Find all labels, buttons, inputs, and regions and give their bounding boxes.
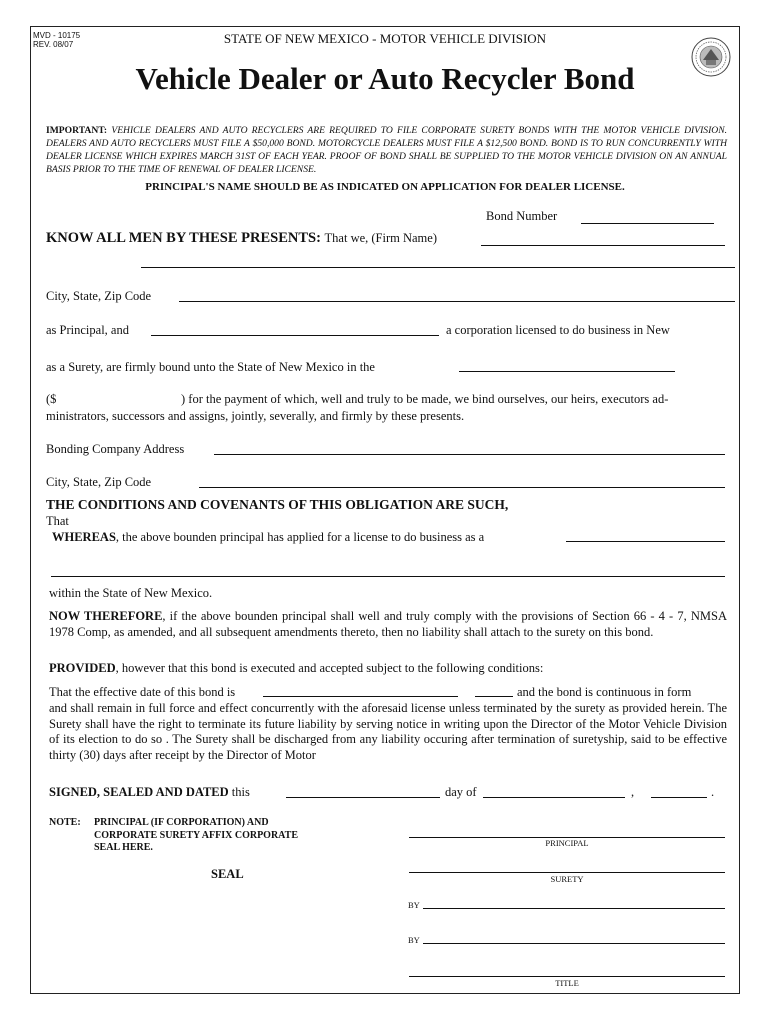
note-label: NOTE: <box>49 817 81 828</box>
important-text: VEHICLE DEALERS AND AUTO RECYCLERS ARE REQUIRED TO FILE CORPORATE SURETY BONDS WITH THE MOTOR VEHICLE DIVISION. DEALERS AND AUTO RECYCLERS MUST FILE A $50,000 BOND. MOTORCYCLE DEALERS MUST FILE A $12,500 BOND. BOND IS TO RUN CONCURRENTLY WITH DEALER LICENSE WHICH EXPIRES MARCH 31ST OF EACH YEAR. PROOF OF BOND SHALL BE SUPPLIED TO THE MOTOR VEHICLE DIVISION ON AN ANNUAL BASIS PRIOR TO THE TIME OF RENEWAL OF DEALER LICENSE. <box>46 125 727 175</box>
effective-date-label: That the effective date of this bond is <box>49 685 236 699</box>
day-of-label: day of <box>445 785 477 799</box>
important-label: IMPORTANT: <box>46 125 108 136</box>
important-notice <box>46 124 727 176</box>
as-surety-label: as a Surety, are firmly bound unto the State of New Mexico in the <box>46 360 375 374</box>
signed-line <box>49 785 250 800</box>
form-revision-text: REV. 08/07 <box>33 40 74 49</box>
provided-text: , however that this bond is executed and accepted subject to the following conditions: <box>115 661 544 675</box>
now-therefore-paragraph <box>49 609 727 640</box>
title-caption: TITLE <box>555 978 579 988</box>
city-state-zip-field[interactable] <box>179 301 735 302</box>
form-number-text: MVD - 10175 <box>33 31 81 40</box>
effective-paragraph: and shall remain in full force and effect concurrently with the aforesaid license unless terminated by the surety as provided herein. The Surety shall have the right to terminate its future liability by serving notice in writing upon the Director of the Motor Vehicle Division of its election to do so . The Surety shall be discharged from any liability occuring after termination of suretyship, said to be effective thirty (30) days after receipt by the Director of Motor <box>49 701 727 762</box>
bond-amount-words-field[interactable] <box>459 371 675 372</box>
note-text: PRINCIPAL (IF CORPORATION) AND CORPORATE SURETY AFFIX CORPORATE SEAL HERE. <box>94 817 298 853</box>
provided-line <box>49 661 543 676</box>
effective-date-field[interactable] <box>263 696 458 697</box>
by-label-2: BY <box>408 935 420 945</box>
principal-name-note: PRINCIPAL'S NAME SHOULD BE AS INDICATED ON APPLICATION FOR DEALER LICENSE. <box>145 181 625 193</box>
firm-name-label: That we, (Firm Name) <box>324 231 437 245</box>
by-signature-field-2[interactable] <box>423 943 725 944</box>
surety-caption: SURETY <box>550 874 584 884</box>
conditions-heading: THE CONDITIONS AND COVENANTS OF THIS OBLIGATION ARE SUCH, <box>46 497 509 512</box>
bond-form-page <box>30 26 740 994</box>
title-field[interactable] <box>409 976 725 977</box>
now-therefore-label: NOW THEREFORE <box>49 609 163 623</box>
bonding-address-label: Bonding Company Address <box>46 442 185 456</box>
business-type-field-2[interactable] <box>51 576 725 577</box>
continuous-text: and the bond is continuous in form <box>517 685 692 699</box>
firm-name-field[interactable] <box>481 245 725 246</box>
business-type-field[interactable] <box>566 541 725 542</box>
surety-signature-field[interactable] <box>409 872 725 873</box>
dollar-open: ($ <box>46 392 57 406</box>
signed-month-field[interactable] <box>483 797 625 798</box>
seal-label: SEAL <box>211 867 244 881</box>
city-state-zip-label-2: City, State, Zip Code <box>46 475 152 489</box>
period-mark: . <box>711 785 715 799</box>
corporation-label: a corporation licensed to do business in New <box>446 323 670 337</box>
payment-text-cont: ministrators, successors and assigns, jointly, severally, and firmly by these presents. <box>46 409 465 423</box>
by-signature-field-1[interactable] <box>423 908 725 909</box>
this-label: this <box>231 785 250 799</box>
by-label-1: BY <box>408 900 420 910</box>
know-all-men-heading: KNOW ALL MEN BY THESE PRESENTS: <box>46 230 321 246</box>
surety-name-field[interactable] <box>151 335 439 336</box>
that-label: That <box>46 514 69 528</box>
firm-name-field-2[interactable] <box>141 267 735 268</box>
effective-year-field[interactable] <box>475 696 513 697</box>
provided-label: PROVIDED <box>49 661 116 675</box>
city-state-zip-label: City, State, Zip Code <box>46 289 152 303</box>
signed-year-field[interactable] <box>651 797 707 798</box>
now-therefore-text: , if the above bounden principal shall well and truly comply with the provisions of Section 66 - 4 - 7, NMSA 1978 Comp, as amended, and all subsequent amendments thereto, then no liability shall attach to the surety on this bond. <box>49 609 727 639</box>
signed-day-field[interactable] <box>286 797 440 798</box>
payment-text: ) for the payment of which, well and truly to be made, we bind ourselves, our heirs, executors ad- <box>181 392 669 406</box>
as-principal-label: as Principal, and <box>46 323 129 337</box>
city-state-zip-field-2[interactable] <box>199 487 725 488</box>
page-title: Vehicle Dealer or Auto Recycler Bond <box>135 61 635 96</box>
bonding-address-field[interactable] <box>214 454 725 455</box>
bond-number-label: Bond Number <box>486 209 558 223</box>
principal-caption: PRINCIPAL <box>545 838 589 848</box>
agency-heading: STATE OF NEW MEXICO - MOTOR VEHICLE DIVISION <box>223 31 547 46</box>
bond-number-field[interactable] <box>581 223 714 224</box>
know-all-men-line <box>46 230 437 247</box>
state-seal-icon <box>691 37 731 77</box>
signed-label: SIGNED, SEALED AND DATED <box>49 785 229 799</box>
comma-separator: , <box>631 785 635 799</box>
whereas-label: WHEREAS <box>52 530 116 544</box>
whereas-text: , the above bounden principal has applied for a license to do business as a <box>115 530 485 544</box>
whereas-line <box>52 530 484 545</box>
within-state-text: within the State of New Mexico. <box>49 586 213 600</box>
